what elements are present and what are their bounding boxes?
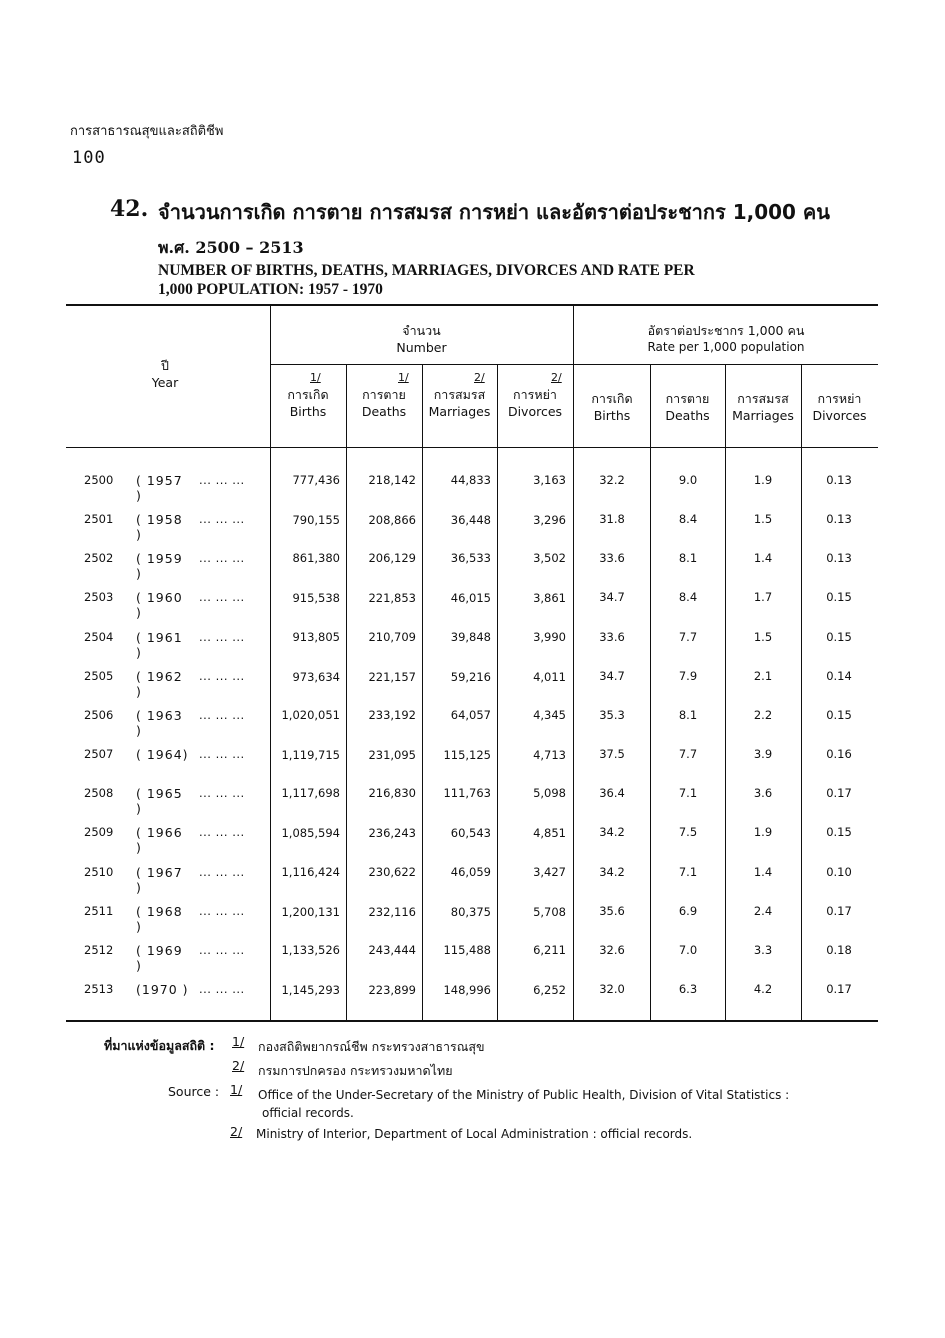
cell-divorces: 4,851 <box>533 826 566 840</box>
cell-marriages: 39,848 <box>450 630 491 644</box>
cell-rate-divorces: 0.13 <box>826 551 852 565</box>
cell-leader-dots: ... ... ... <box>199 904 245 918</box>
cell-rate-births: 32.2 <box>599 473 625 487</box>
cell-year-be: 2503 <box>84 590 114 604</box>
cell-leader-dots: ... ... ... <box>199 708 245 722</box>
marriages-rate-thai: การสมรส <box>737 391 789 406</box>
cell-rate-marriages: 1.4 <box>753 551 773 565</box>
cell-rate-divorces: 0.17 <box>826 786 852 800</box>
cell-leader-dots: ... ... ... <box>199 982 245 996</box>
cell-deaths: 236,243 <box>368 826 416 840</box>
divorces-count-thai: การหย่า <box>513 387 557 402</box>
source-english-1-line2: official records. <box>262 1106 354 1120</box>
cell-rate-divorces: 0.13 <box>826 473 852 487</box>
cell-rate-marriages: 3.6 <box>753 786 773 800</box>
cell-rate-marriages: 3.3 <box>753 943 773 957</box>
cell-rate-divorces: 0.10 <box>826 865 852 879</box>
number-group-header <box>270 322 573 356</box>
cell-year-be: 2509 <box>84 825 114 839</box>
deaths-count-english: Deaths <box>361 404 407 419</box>
cell-year-ce: ( 1961 ) <box>136 630 183 660</box>
col-divider <box>497 365 498 1020</box>
cell-year-ce: ( 1963 ) <box>136 708 183 738</box>
cell-year-be: 2501 <box>84 512 114 526</box>
cell-births: 973,634 <box>292 670 340 684</box>
cell-marriages: 36,448 <box>450 513 491 527</box>
marriages-rate-header <box>725 390 801 424</box>
cell-births: 913,805 <box>292 630 340 644</box>
header-bottom-rule <box>66 447 878 448</box>
cell-rate-divorces: 0.17 <box>826 904 852 918</box>
cell-marriages: 36,533 <box>450 551 491 565</box>
cell-divorces: 3,861 <box>533 591 566 605</box>
cell-divorces: 3,296 <box>533 513 566 527</box>
cell-rate-deaths: 7.0 <box>678 943 698 957</box>
source-thai-2: กรมการปกครอง กระทรวงมหาดไทย <box>258 1063 453 1078</box>
cell-rate-divorces: 0.16 <box>826 747 852 761</box>
cell-year-ce: ( 1965 ) <box>136 786 183 816</box>
cell-leader-dots: ... ... ... <box>199 551 245 565</box>
cell-rate-births: 33.6 <box>599 551 625 565</box>
cell-divorces: 4,011 <box>533 670 566 684</box>
cell-marriages: 46,015 <box>450 591 491 605</box>
cell-rate-divorces: 0.14 <box>826 669 852 683</box>
deaths-count-header <box>346 368 422 420</box>
cell-year-ce: ( 1959 ) <box>136 551 183 581</box>
rate-group-english: Rate per 1,000 population <box>647 340 805 354</box>
cell-deaths: 223,899 <box>368 983 416 997</box>
source-english-label: Source : <box>168 1084 220 1099</box>
cell-year-ce: ( 1967 ) <box>136 865 183 895</box>
cell-rate-births: 34.7 <box>599 590 625 604</box>
cell-deaths: 243,444 <box>368 943 416 957</box>
col-divider <box>650 365 651 1020</box>
cell-rate-births: 34.2 <box>599 825 625 839</box>
cell-births: 1,145,293 <box>281 983 340 997</box>
cell-year-be: 2506 <box>84 708 114 722</box>
source-thai-1-marker: 1/ <box>232 1034 245 1049</box>
cell-year-be: 2500 <box>84 473 114 487</box>
cell-rate-marriages: 1.5 <box>753 512 773 526</box>
cell-rate-divorces: 0.15 <box>826 590 852 604</box>
cell-rate-deaths: 8.1 <box>678 551 698 565</box>
cell-deaths: 208,866 <box>368 513 416 527</box>
divorces-rate-thai: การหย่า <box>817 391 862 406</box>
source-english-1-marker: 1/ <box>230 1082 243 1097</box>
cell-rate-deaths: 8.4 <box>678 590 698 604</box>
cell-rate-deaths: 9.0 <box>678 473 698 487</box>
cell-year-ce: ( 1962 ) <box>136 669 183 699</box>
births-count-english: Births <box>289 404 327 419</box>
cell-rate-deaths: 7.1 <box>678 786 698 800</box>
divorces-rate-header <box>801 390 878 424</box>
marriages-count-header <box>422 368 497 420</box>
cell-rate-marriages: 1.9 <box>753 473 773 487</box>
number-group-thai: จำนวน <box>402 323 441 338</box>
cell-rate-deaths: 7.7 <box>678 630 698 644</box>
cell-leader-dots: ... ... ... <box>199 630 245 644</box>
source-thai-2-marker: 2/ <box>232 1058 245 1073</box>
marriages-count-english: Marriages <box>428 404 491 419</box>
cell-divorces: 6,252 <box>533 983 566 997</box>
cell-rate-deaths: 7.5 <box>678 825 698 839</box>
cell-marriages: 44,833 <box>450 473 491 487</box>
cell-deaths: 233,192 <box>368 708 416 722</box>
cell-births: 1,117,698 <box>281 786 340 800</box>
source-thai-label: ที่มาแห่งข้อมูลสถิติ : <box>104 1038 215 1053</box>
cell-marriages: 115,488 <box>443 943 491 957</box>
year-header-english: Year <box>151 375 179 390</box>
cell-deaths: 218,142 <box>368 473 416 487</box>
deaths-rate-header <box>650 390 725 424</box>
cell-year-be: 2510 <box>84 865 114 879</box>
year-header-thai: ปี <box>161 358 169 373</box>
cell-divorces: 3,163 <box>533 473 566 487</box>
cell-rate-births: 34.2 <box>599 865 625 879</box>
rate-group-header <box>574 322 878 356</box>
cell-divorces: 5,708 <box>533 905 566 919</box>
cell-rate-divorces: 0.15 <box>826 825 852 839</box>
cell-deaths: 232,116 <box>368 905 416 919</box>
table-bottom-rule <box>66 1020 878 1022</box>
cell-divorces: 5,098 <box>533 786 566 800</box>
divorces-rate-english: Divorces <box>812 408 867 423</box>
cell-deaths: 230,622 <box>368 865 416 879</box>
cell-births: 1,116,424 <box>281 865 340 879</box>
source-english-2: Ministry of Interior, Department of Local Administration : official records. <box>256 1127 693 1141</box>
table-number: 42. <box>110 196 149 222</box>
cell-year-be: 2513 <box>84 982 114 996</box>
cell-marriages: 148,996 <box>443 983 491 997</box>
cell-rate-deaths: 7.1 <box>678 865 698 879</box>
col-divider <box>725 365 726 1020</box>
cell-year-ce: ( 1966 ) <box>136 825 183 855</box>
cell-divorces: 3,990 <box>533 630 566 644</box>
divorces-count-english: Divorces <box>507 404 563 419</box>
cell-deaths: 210,709 <box>368 630 416 644</box>
rate-group-rule <box>574 364 878 365</box>
cell-leader-dots: ... ... ... <box>199 786 245 800</box>
cell-leader-dots: ... ... ... <box>199 669 245 683</box>
cell-leader-dots: ... ... ... <box>199 865 245 879</box>
title-english-line2: 1,000 POPULATION: 1957 - 1970 <box>158 281 383 298</box>
cell-births: 1,200,131 <box>281 905 340 919</box>
births-count-thai: การเกิด <box>287 387 329 402</box>
cell-divorces: 4,713 <box>533 748 566 762</box>
cell-deaths: 216,830 <box>368 786 416 800</box>
cell-rate-births: 31.8 <box>599 512 625 526</box>
cell-rate-marriages: 4.2 <box>753 982 773 996</box>
title-english <box>158 261 818 299</box>
cell-rate-deaths: 7.9 <box>678 669 698 683</box>
cell-leader-dots: ... ... ... <box>199 943 245 957</box>
footnote-marker: 2/ <box>551 371 562 384</box>
cell-year-be: 2505 <box>84 669 114 683</box>
cell-rate-births: 35.3 <box>599 708 625 722</box>
cell-births: 915,538 <box>292 591 340 605</box>
page-number: 100 <box>72 148 106 168</box>
cell-rate-births: 33.6 <box>599 630 625 644</box>
source-english-1-line1: Office of the Under-Secretary of the Ministry of Public Health, Division of Vital Statistics : <box>258 1088 790 1102</box>
cell-births: 1,133,526 <box>281 943 340 957</box>
number-group-english: Number <box>396 340 447 355</box>
cell-year-be: 2512 <box>84 943 114 957</box>
cell-divorces: 4,345 <box>533 708 566 722</box>
source-thai-1: กองสถิติพยากรณ์ชีพ กระทรวงสาธารณสุข <box>258 1039 485 1054</box>
cell-year-be: 2507 <box>84 747 114 761</box>
cell-year-be: 2502 <box>84 551 114 565</box>
cell-rate-deaths: 6.3 <box>678 982 698 996</box>
cell-year-be: 2508 <box>84 786 114 800</box>
cell-year-ce: ( 1960 ) <box>136 590 183 620</box>
cell-rate-deaths: 8.4 <box>678 512 698 526</box>
cell-year-ce: ( 1957 ) <box>136 473 183 503</box>
rate-group-thai: อัตราต่อประชากร 1,000 คน <box>647 323 805 338</box>
births-rate-english: Births <box>593 408 631 423</box>
title-thai-years: พ.ศ. 2500 – 2513 <box>158 238 304 257</box>
cell-rate-births: 35.6 <box>599 904 625 918</box>
cell-marriages: 80,375 <box>450 905 491 919</box>
cell-marriages: 46,059 <box>450 865 491 879</box>
table-top-rule <box>66 304 878 306</box>
cell-rate-marriages: 1.5 <box>753 630 773 644</box>
cell-marriages: 60,543 <box>450 826 491 840</box>
cell-year-ce: ( 1969 ) <box>136 943 183 973</box>
cell-divorces: 6,211 <box>533 943 566 957</box>
col-divider <box>346 365 347 1020</box>
title-english-line1: NUMBER OF BIRTHS, DEATHS, MARRIAGES, DIVORCES AND RATE PER <box>158 262 695 279</box>
cell-divorces: 3,427 <box>533 865 566 879</box>
cell-births: 1,085,594 <box>281 826 340 840</box>
births-count-header <box>270 368 346 420</box>
cell-year-ce: (1970 ) <box>136 982 189 997</box>
marriages-count-thai: การสมรส <box>433 387 486 402</box>
col-divider <box>801 365 802 1020</box>
cell-rate-births: 37.5 <box>599 747 625 761</box>
source-english-2-marker: 2/ <box>230 1124 243 1139</box>
col-divider <box>422 365 423 1020</box>
cell-divorces: 3,502 <box>533 551 566 565</box>
cell-rate-divorces: 0.18 <box>826 943 852 957</box>
cell-rate-marriages: 1.9 <box>753 825 773 839</box>
cell-leader-dots: ... ... ... <box>199 473 245 487</box>
cell-rate-births: 36.4 <box>599 786 625 800</box>
cell-births: 861,380 <box>292 551 340 565</box>
cell-deaths: 221,853 <box>368 591 416 605</box>
cell-rate-divorces: 0.15 <box>826 708 852 722</box>
running-head: การสาธารณสุขและสถิติชีพ <box>70 124 224 139</box>
marriages-rate-english: Marriages <box>732 408 794 423</box>
cell-births: 777,436 <box>292 473 340 487</box>
cell-year-ce: ( 1968 ) <box>136 904 183 934</box>
cell-rate-births: 34.7 <box>599 669 625 683</box>
cell-rate-marriages: 2.4 <box>753 904 773 918</box>
cell-deaths: 221,157 <box>368 670 416 684</box>
cell-marriages: 111,763 <box>443 786 491 800</box>
deaths-rate-english: Deaths <box>665 408 710 423</box>
cell-leader-dots: ... ... ... <box>199 747 245 761</box>
footnote-marker: 2/ <box>474 371 485 384</box>
cell-rate-marriages: 1.4 <box>753 865 773 879</box>
births-rate-thai: การเกิด <box>591 391 633 406</box>
cell-rate-marriages: 2.2 <box>753 708 773 722</box>
cell-rate-divorces: 0.13 <box>826 512 852 526</box>
title-thai: จำนวนการเกิด การตาย การสมรส การหย่า และอัตราต่อประชากร 1,000 คน <box>158 200 830 224</box>
footnote-marker: 1/ <box>310 371 321 384</box>
cell-rate-births: 32.0 <box>599 982 625 996</box>
cell-year-ce: ( 1964) <box>136 747 189 762</box>
deaths-rate-thai: การตาย <box>665 391 710 406</box>
cell-rate-deaths: 8.1 <box>678 708 698 722</box>
cell-deaths: 206,129 <box>368 551 416 565</box>
births-rate-header <box>574 390 650 424</box>
cell-rate-divorces: 0.15 <box>826 630 852 644</box>
cell-rate-deaths: 7.7 <box>678 747 698 761</box>
cell-leader-dots: ... ... ... <box>199 825 245 839</box>
cell-rate-divorces: 0.17 <box>826 982 852 996</box>
cell-year-ce: ( 1958 ) <box>136 512 183 542</box>
cell-leader-dots: ... ... ... <box>199 590 245 604</box>
source-english-1 <box>258 1086 878 1122</box>
cell-marriages: 59,216 <box>450 670 491 684</box>
cell-year-be: 2504 <box>84 630 114 644</box>
year-header <box>120 357 210 391</box>
cell-births: 790,155 <box>292 513 340 527</box>
cell-rate-deaths: 6.9 <box>678 904 698 918</box>
cell-rate-births: 32.6 <box>599 943 625 957</box>
footnote-marker: 1/ <box>398 371 409 384</box>
cell-births: 1,119,715 <box>281 748 340 762</box>
cell-marriages: 115,125 <box>443 748 491 762</box>
cell-marriages: 64,057 <box>450 708 491 722</box>
cell-year-be: 2511 <box>84 904 114 918</box>
deaths-count-thai: การตาย <box>362 387 406 402</box>
cell-leader-dots: ... ... ... <box>199 512 245 526</box>
cell-deaths: 231,095 <box>368 748 416 762</box>
cell-rate-marriages: 3.9 <box>753 747 773 761</box>
divorces-count-header <box>497 368 573 420</box>
cell-rate-marriages: 2.1 <box>753 669 773 683</box>
cell-rate-marriages: 1.7 <box>753 590 773 604</box>
cell-births: 1,020,051 <box>281 708 340 722</box>
